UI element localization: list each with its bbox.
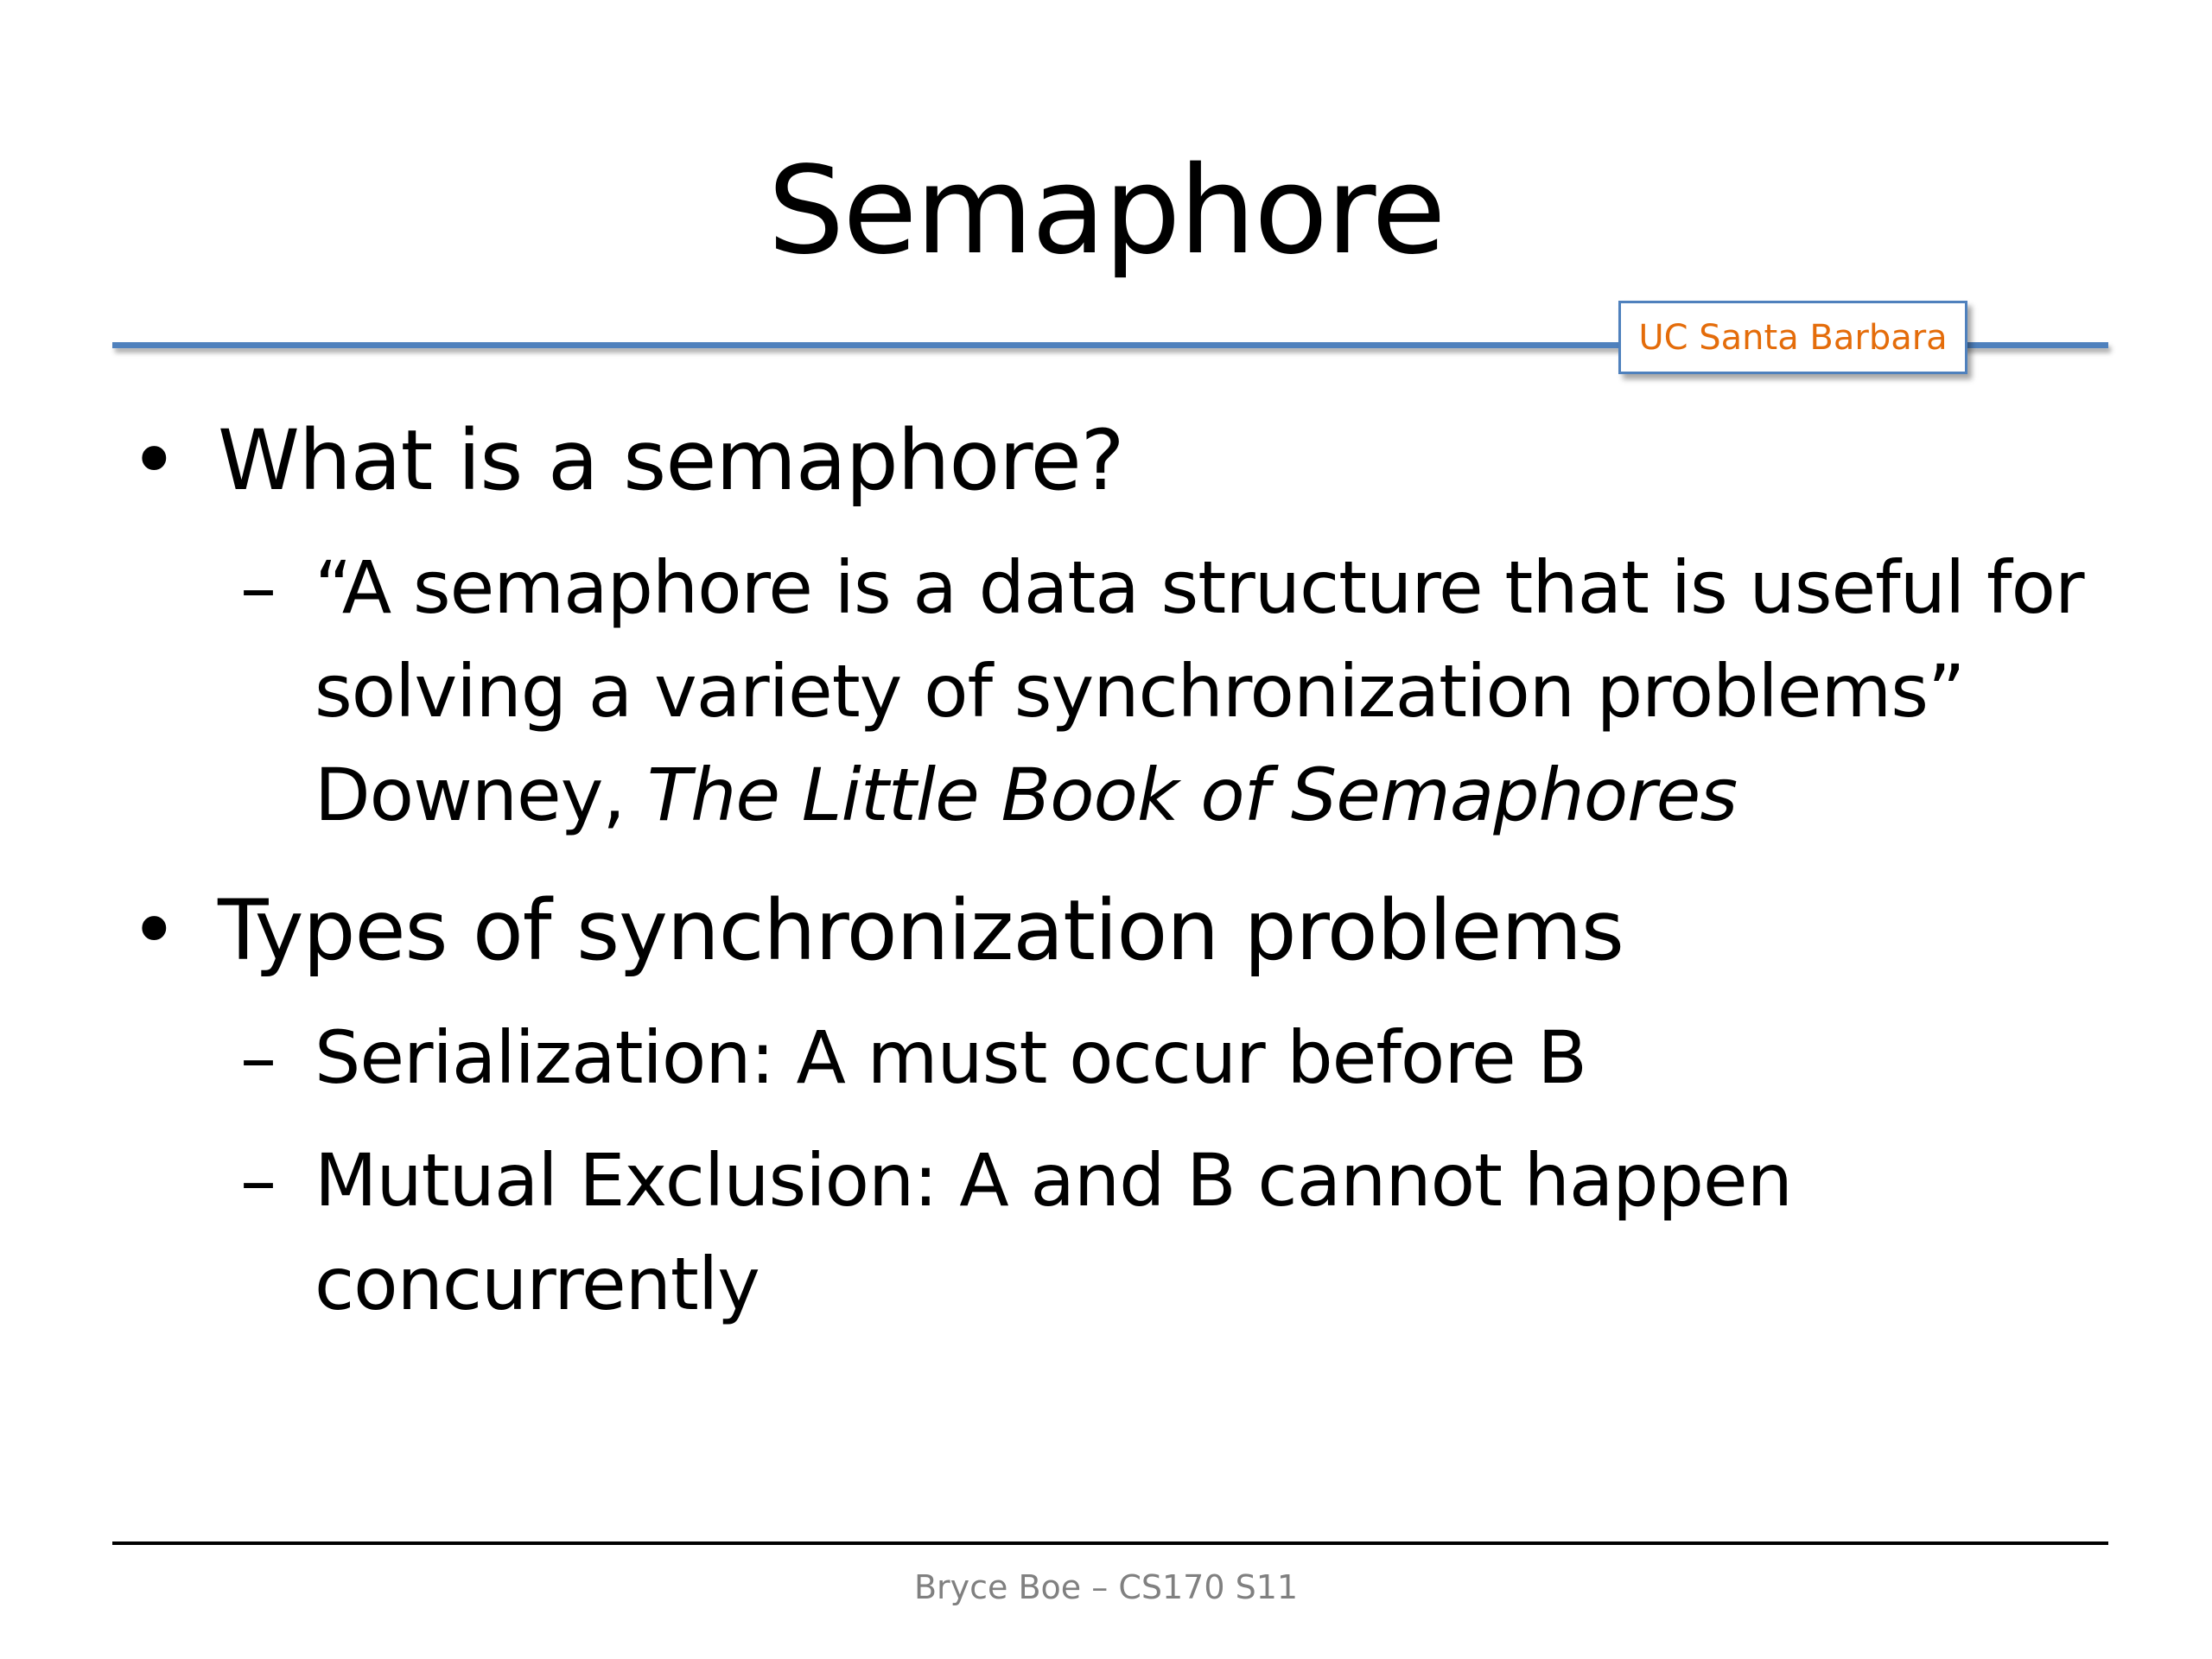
sub-bullet-mutual-exclusion xyxy=(130,1128,2100,1336)
bullet-text: Types of synchronization problems xyxy=(218,882,1624,979)
quote-line-2: solving a variety of synchronization problems” xyxy=(315,649,1965,734)
bullet-icon: • xyxy=(130,882,178,979)
citation-book-title: The Little Book of Semaphores xyxy=(646,753,1738,837)
citation-author: Downey, xyxy=(315,753,647,837)
sub-bullet-serialization xyxy=(130,1006,2100,1109)
slide-footer: Bryce Boe – CS170 S11 xyxy=(913,1568,1299,1606)
quote-citation xyxy=(315,743,2100,847)
dash-icon: – xyxy=(240,1015,276,1100)
sub-bullet-text-line-1: Mutual Exclusion: A and B cannot happen xyxy=(315,1138,1792,1223)
sub-bullet-text-line-2: concurrently xyxy=(315,1242,760,1326)
bullet-text: What is a semaphore? xyxy=(218,412,1124,509)
bullet-what-is-semaphore xyxy=(130,406,2100,515)
ucsb-logo-box xyxy=(1618,301,1967,374)
bullet-icon: • xyxy=(130,412,178,509)
slide-body xyxy=(130,406,2100,1336)
dash-icon: – xyxy=(240,545,276,630)
sub-bullet-downey-quote xyxy=(130,536,2100,847)
quote-line-1: “A semaphore is a data structure that is useful for xyxy=(315,545,2084,630)
dash-icon: – xyxy=(240,1138,276,1223)
ucsb-logo-text: UC Santa Barbara xyxy=(1638,317,1948,358)
footer-divider xyxy=(112,1541,2108,1545)
bullet-types-of-problems xyxy=(130,876,2100,985)
sub-bullet-text: Serialization: A must occur before B xyxy=(315,1015,1587,1100)
slide-title: Semaphore xyxy=(767,141,1445,282)
